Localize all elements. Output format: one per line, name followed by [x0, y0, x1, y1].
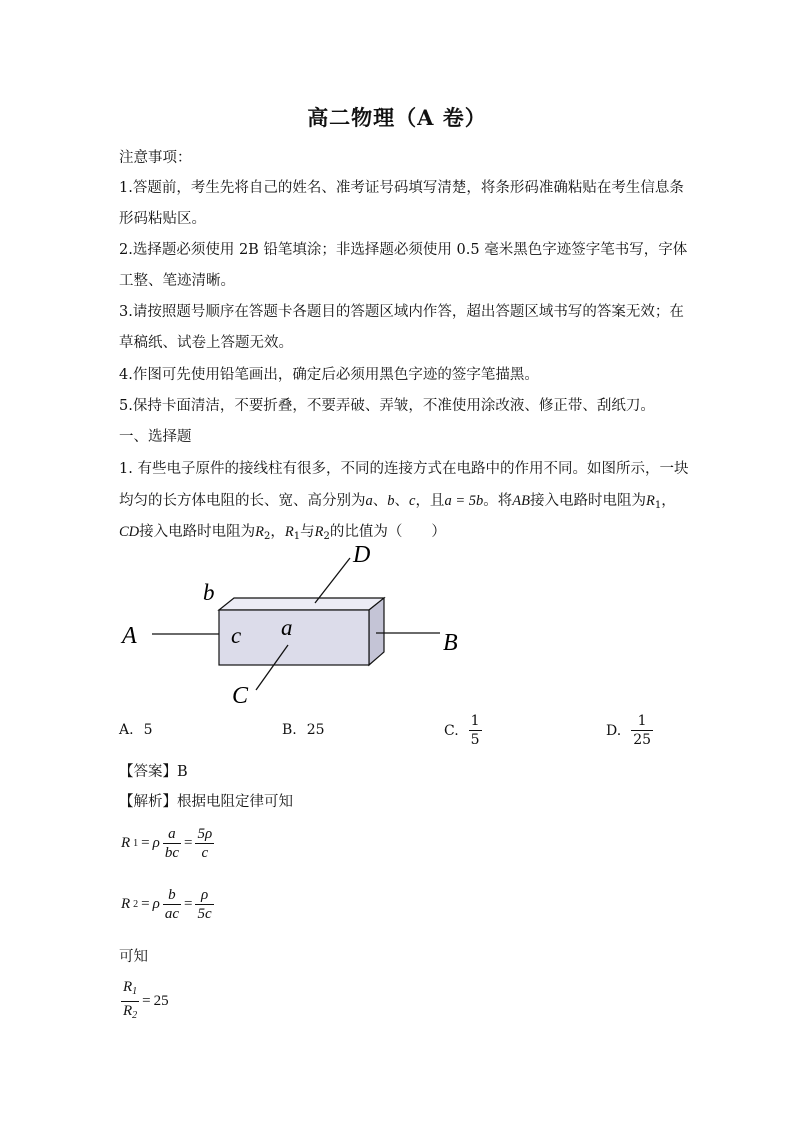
- notice-line: 2.选择题必须使用 2B 铅笔填涂；非选择题必须使用 0.5 毫米黑色字迹签字笔书写，字体: [119, 242, 688, 258]
- question-1-line-2: 均匀的长方体电阻的长、宽、高分别为a、b、c，且a = 5b。将AB接入电路时电阻为$R_1$，: [119, 493, 676, 511]
- wire-D: [315, 558, 350, 603]
- notice-line: 3.请按照题号顺序在答题卡各题目的答题区域内作答，超出答题区域书写的答案无效；在: [119, 304, 684, 320]
- label-D: D: [353, 542, 371, 568]
- label-c: c: [231, 623, 242, 648]
- question-1-line-1: 1. 有些电子原件的接线柱有很多，不同的连接方式在电路中的作用不同。如图所示，一块: [119, 461, 689, 477]
- notice-line: 形码粘贴区。: [119, 211, 206, 227]
- label-C: C: [232, 683, 249, 709]
- notice-line: 1.答题前，考生先将自己的姓名、准考证号码填写清楚，将条形码准确粘贴在考生信息条: [119, 180, 684, 196]
- label-B: B: [443, 630, 458, 656]
- resistor-block-figure: [110, 540, 470, 715]
- label-b: b: [203, 580, 215, 605]
- question-1-line-3: CD接入电路时电阻为$R_2$，$R_1$与$R_2$的比值为（ ）: [119, 524, 446, 542]
- equation-ratio: $\frac{R_1}{R_2}$ = 25: [123, 979, 169, 1021]
- option-b[interactable]: B. 25: [282, 722, 325, 738]
- notice-heading: 注意事项：: [119, 150, 192, 166]
- block-side-face: [369, 598, 384, 665]
- equation-r1: R 1 = ρ $\frac{a}{bc}$ = $\frac{5\rho}{c}$: [121, 826, 213, 861]
- block-top-face: [219, 598, 384, 610]
- equation-r2: R 2 = ρ $\frac{b}{ac}$ = $\frac{\rho}{5c}$: [121, 887, 212, 922]
- block-front-face: [219, 610, 369, 665]
- page-title: 高二物理（A 卷）: [307, 105, 487, 130]
- notice-line: 草稿纸、试卷上答题无效。: [119, 335, 293, 351]
- option-d-fraction: $\frac{1}{25}$: [633, 713, 652, 748]
- option-c[interactable]: C. $\frac{1}{5}$: [444, 713, 480, 748]
- label-A: A: [122, 623, 137, 649]
- notice-line: 工整、笔迹清晰。: [119, 273, 235, 289]
- option-d[interactable]: D. $\frac{1}{25}$: [606, 713, 652, 748]
- option-a[interactable]: A. 5: [119, 722, 153, 738]
- option-c-fraction: $\frac{1}{5}$: [470, 713, 480, 748]
- analysis: 【解析】根据电阻定律可知: [119, 794, 293, 810]
- section-heading: 一、选择题: [119, 429, 192, 445]
- answer: 【答案】B: [119, 764, 188, 780]
- label-a: a: [281, 615, 293, 640]
- notice-line: 4.作图可先使用铅笔画出，确定后必须用黑色字迹的签字笔描黑。: [119, 367, 539, 383]
- conclusion-label: 可知: [119, 949, 148, 965]
- notice-line: 5.保持卡面清洁，不要折叠，不要弄破、弄皱，不准使用涂改液、修正带、刮纸刀。: [119, 398, 655, 414]
